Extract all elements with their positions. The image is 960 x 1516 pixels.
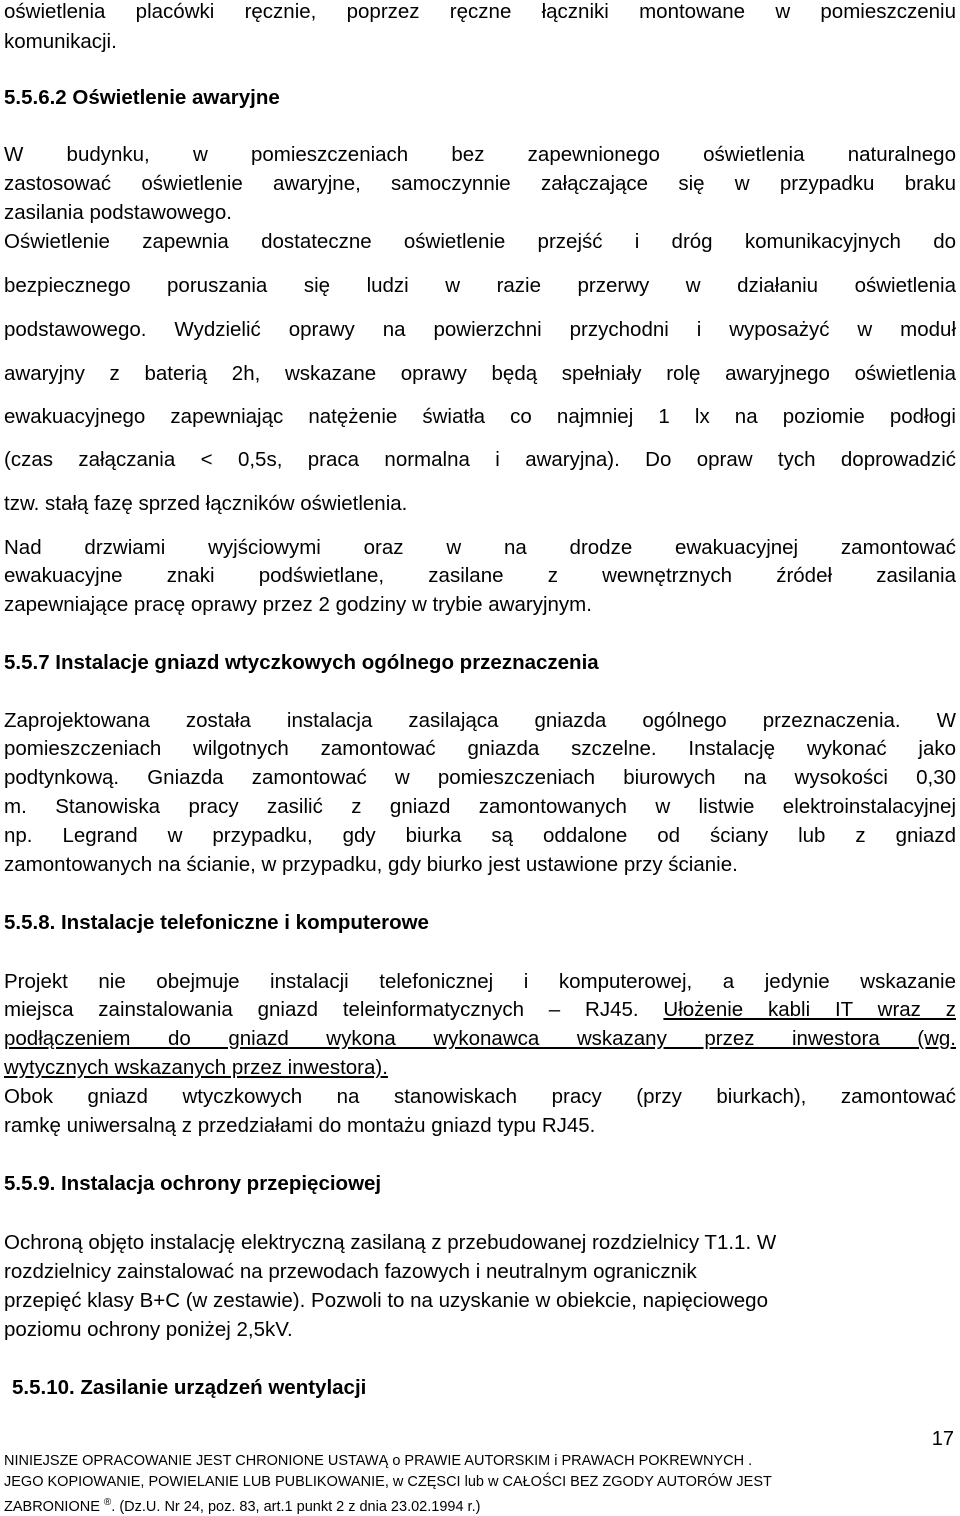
text-line: Ochroną objęto instalację elektryczną zasilaną z przebudowanej rozdzielnicy T1.1. W — [4, 1231, 777, 1254]
section-heading: 5.5.6.2 Oświetlenie awaryjne — [4, 86, 280, 109]
section-heading: 5.5.7 Instalacje gniazd wtyczkowych ogólnego przeznaczenia — [4, 651, 599, 674]
text-line: ewakuacyjne znaki podświetlane, zasilane z wewnętrznych źródeł zasilania — [4, 564, 956, 587]
text-line: zapewniające pracę oprawy przez 2 godziny w trybie awaryjnym. — [4, 593, 592, 616]
text-line: Obok gniazd wtyczkowych na stanowiskach pracy (przy biurkach), zamontować — [4, 1085, 956, 1108]
text-line: Projekt nie obejmuje instalacji telefonicznej i komputerowej, a jedynie wskazanie — [4, 970, 956, 993]
section-heading: 5.5.9. Instalacja ochrony przepięciowej — [4, 1172, 382, 1195]
footer-text: ZABRONIONE — [4, 1498, 104, 1515]
text-line: zastosować oświetlenie awaryjne, samoczynnie załączające się w przypadku braku — [4, 172, 956, 195]
text-line: Nad drzwiami wyjściowymi oraz w na drodze ewakuacyjnej zamontować — [4, 536, 956, 559]
text-line: bezpiecznego poruszania się ludzi w razie przerwy w działaniu oświetlenia — [4, 274, 956, 297]
section-heading: 5.5.8. Instalacje telefoniczne i komputerowe — [4, 911, 429, 934]
text-line: tzw. stałą fazę sprzed łączników oświetlenia. — [4, 492, 408, 515]
text-line: Oświetlenie zapewnia dostateczne oświetlenie przejść i dróg komunikacyjnych do — [4, 230, 956, 253]
text-line: Zaprojektowana została instalacja zasilająca gniazda ogólnego przeznaczenia. W — [4, 709, 956, 732]
page-number: 17 — [931, 1428, 954, 1450]
text-line: poziomu ochrony poniżej 2,5kV. — [4, 1318, 293, 1341]
footer-text: . (Dz.U. Nr 24, poz. 83, art.1 punkt 2 z dnia 23.02.1994 r.) — [111, 1498, 481, 1515]
underlined-text-line: wytycznych wskazanych przez inwestora). — [4, 1056, 388, 1079]
text-line: m. Stanowiska pracy zasilić z gniazd zamontowanych w listwie elektroinstalacyjnej — [4, 795, 956, 818]
underlined-text: Ułożenie kabli IT wraz z — [663, 998, 956, 1021]
text-line: W budynku, w pomieszczeniach bez zapewnionego oświetlenia naturalnego — [4, 143, 956, 166]
text-line: np. Legrand w przypadku, gdy biurka są oddalone od ściany lub z gniazd — [4, 824, 956, 847]
text-line: awaryjny z baterią 2h, wskazane oprawy będą spełniały rolę awaryjnego oświetlenia — [4, 362, 956, 385]
text-line: komunikacji. — [4, 30, 117, 53]
registered-mark: ® — [103, 1497, 112, 1508]
text-segment: miejsca zainstalowania gniazd teleinformatycznych – RJ45. — [4, 998, 664, 1021]
underlined-text-line: podłączeniem do gniazd wykona wykonawca wskazany przez inwestora (wg. — [4, 1027, 956, 1050]
text-line: oświetlenia placówki ręcznie, poprzez ręczne łączniki montowane w pomieszczeniu — [4, 0, 956, 23]
text-line — [4, 998, 956, 1022]
text-line: podtynkową. Gniazda zamontować w pomieszczeniach biurowych na wysokości 0,30 — [4, 766, 956, 789]
text-line: ramkę uniwersalną z przedziałami do montażu gniazd typu RJ45. — [4, 1114, 596, 1137]
text-line: przepięć klasy B+C (w zestawie). Pozwoli to na uzyskanie w obiekcie, napięciowego — [4, 1289, 768, 1312]
footer-line: JEGO KOPIOWANIE, POWIELANIE LUB PUBLIKOWANIE, w CZĘSCI lub w CAŁOŚCI BEZ ZGODY AUTORÓW JEST — [4, 1474, 772, 1490]
text-line: (czas załączania < 0,5s, praca normalna i awaryjna). Do opraw tych doprowadzić — [4, 448, 956, 471]
text-line: podstawowego. Wydzielić oprawy na powierzchni przychodni i wyposażyć w moduł — [4, 318, 956, 341]
text-line: zasilania podstawowego. — [4, 201, 232, 224]
text-line: rozdzielnicy zainstalować na przewodach fazowych i neutralnym ogranicznik — [4, 1260, 697, 1283]
text-line: zamontowanych na ścianie, w przypadku, gdy biurko jest ustawione przy ścianie. — [4, 853, 738, 876]
footer-line: NINIEJSZE OPRACOWANIE JEST CHRONIONE USTAWĄ o PRAWIE AUTORSKIM i PRAWACH POKREWNYCH . — [4, 1453, 753, 1469]
text-line: pomieszczeniach wilgotnych zamontować gniazda szczelne. Instalację wykonać jako — [4, 737, 956, 760]
section-heading: 5.5.10. Zasilanie urządzeń wentylacji — [12, 1376, 367, 1399]
text-line: ewakuacyjnego zapewniając natężenie światła co najmniej 1 lx na poziomie podłogi — [4, 405, 956, 428]
